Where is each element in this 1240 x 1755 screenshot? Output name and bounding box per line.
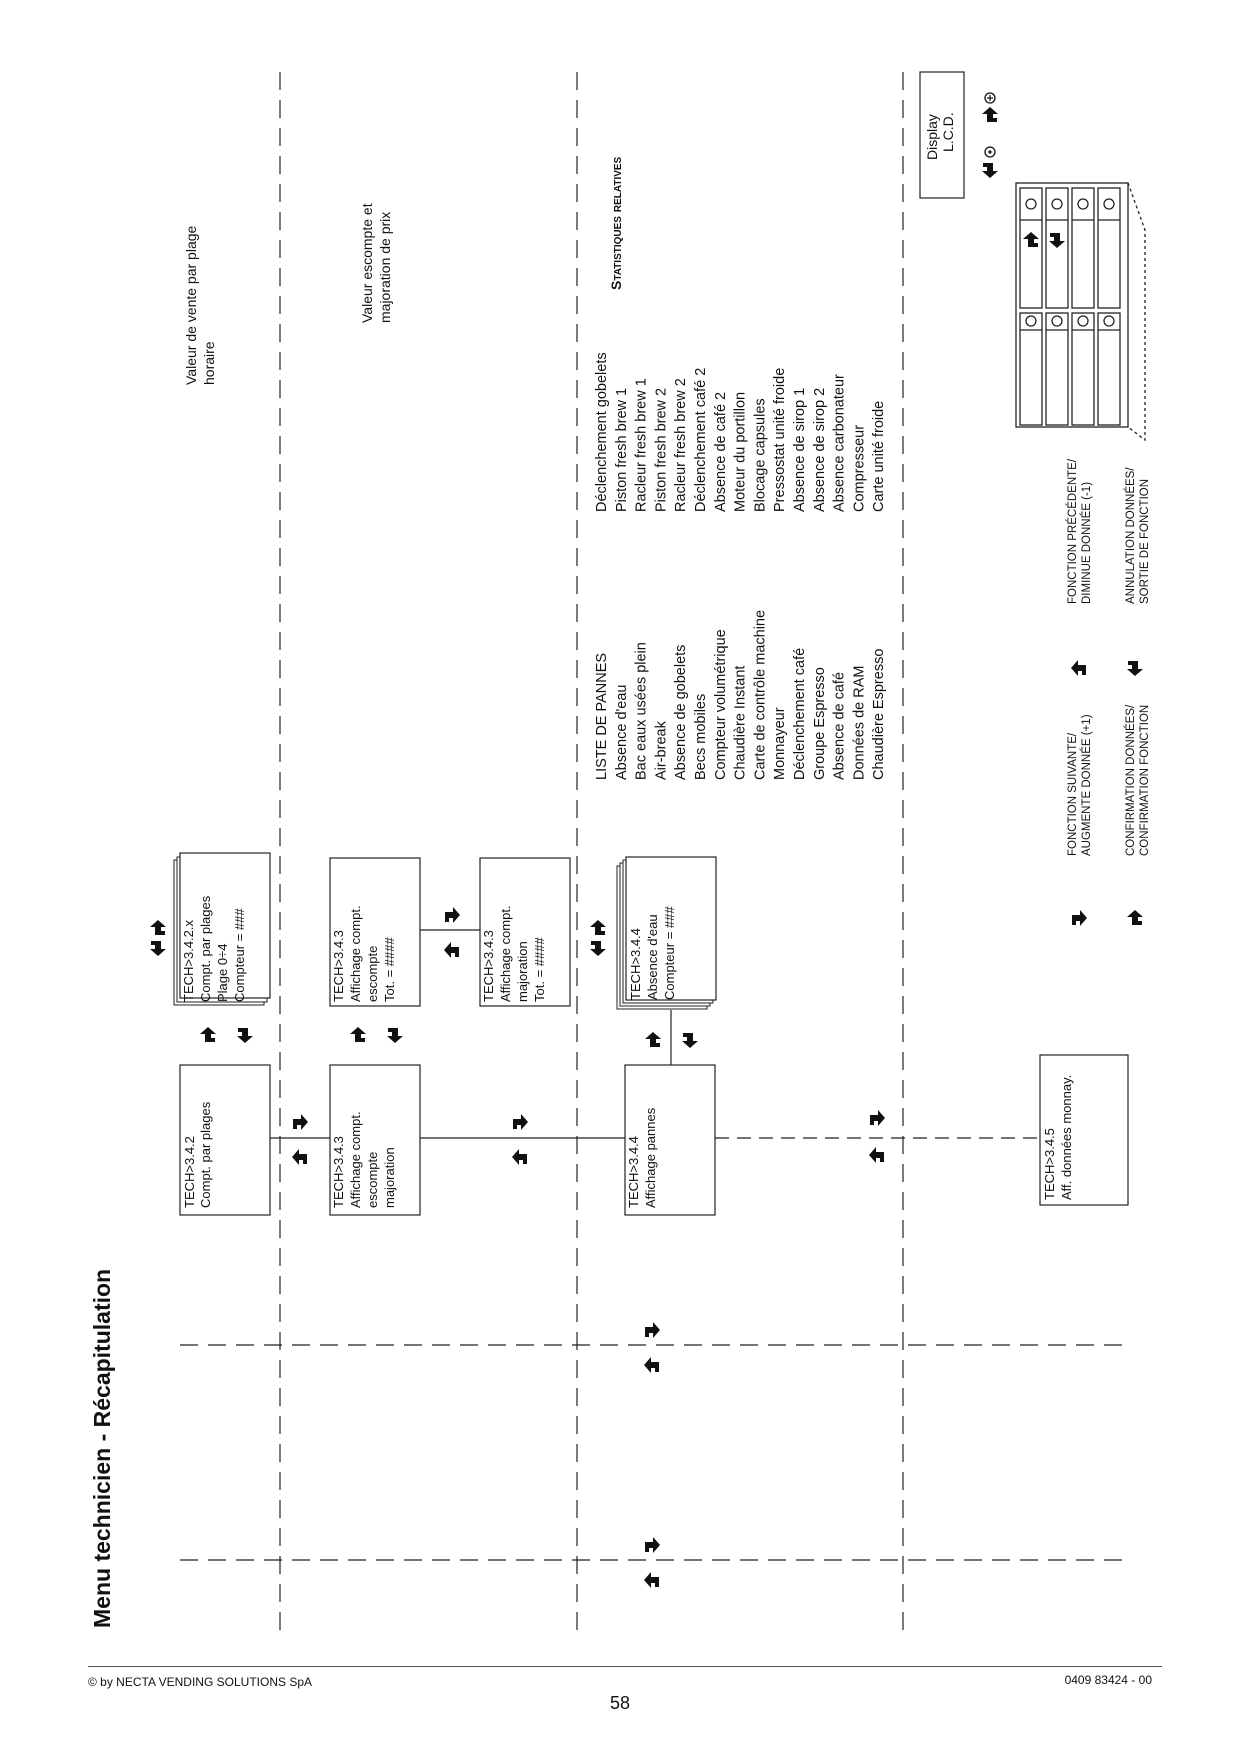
arrow-confirm-icon xyxy=(1127,910,1143,925)
footer-rule xyxy=(88,1666,1162,1667)
svg-text:CONFIRMATION DONNÉES/ CO: CONFIRMATION DONNÉES/ CONFIRMATION FONCTION xyxy=(1125,704,1151,856)
arrow-confirm-icon xyxy=(645,1032,661,1047)
panne-item: Absence carbonateur xyxy=(831,374,848,512)
svg-text:TECH>3.4.5 Aff. données: TECH>3.4.5 Aff. données monnay. xyxy=(1042,1074,1074,1200)
note-vente: Valeur de vente par plage horaire xyxy=(183,225,217,385)
arrow-right-icon xyxy=(645,1322,660,1338)
legend xyxy=(1066,456,1151,926)
arrow-right-icon xyxy=(293,1114,308,1130)
panne-item: Déclenchement café xyxy=(792,647,808,780)
arrow-left-icon xyxy=(644,1572,659,1588)
box-tech-343-escompte xyxy=(330,858,420,1006)
panne-item: Absence d'eau xyxy=(613,684,630,780)
arrow-left-icon xyxy=(869,1147,884,1163)
panne-item: Air-break xyxy=(653,721,670,780)
svg-text:TECH>3.4.2.x Compt. par: TECH>3.4.2.x Compt. par plages Plage 0÷4 Compteur = ### xyxy=(181,895,247,1002)
pannes-list-1 xyxy=(594,610,887,780)
panne-item: Chaudière Instant xyxy=(732,665,749,780)
box-tech-345 xyxy=(1040,1055,1128,1205)
panne-item: Déclenchement gobelets xyxy=(594,352,610,512)
arrow-cancel-icon xyxy=(237,1028,253,1043)
arrow-left-icon xyxy=(644,1357,659,1373)
panne-item: Piston fresh brew 2 xyxy=(653,387,670,512)
svg-text:TECH>3.4.4 Affichage pan: TECH>3.4.4 Affichage pannes xyxy=(626,1107,658,1208)
nav-arrows xyxy=(150,907,885,1588)
panne-item: Compresseur xyxy=(851,424,868,512)
panne-item: Chaudière Espresso xyxy=(871,648,888,780)
panne-item: Racleur fresh brew 1 xyxy=(633,378,650,512)
panne-item: Groupe Espresso xyxy=(811,667,828,780)
box-tech-342 xyxy=(180,1065,270,1215)
svg-text:Display L.C.D.: Display L.C.D. xyxy=(924,112,956,160)
arrow-cancel-icon xyxy=(387,1028,403,1043)
arrow-left-icon xyxy=(512,1149,527,1165)
arrow-confirm-icon xyxy=(1023,232,1039,247)
note-escompte: Valeur escompte et majoration de prix xyxy=(359,203,393,323)
arrow-right-icon xyxy=(513,1114,528,1130)
arrow-right-icon xyxy=(445,907,460,923)
page-title: Menu technicien - Récapitulation xyxy=(89,1268,115,1628)
arrow-cancel-icon xyxy=(150,941,166,956)
svg-text:TECH>3.4.3 Affichage com: TECH>3.4.3 Affichage compt. escompte Tot. = #### xyxy=(331,905,397,1002)
panne-item: Données de RAM xyxy=(851,665,868,780)
arrow-cancel-icon xyxy=(1127,661,1143,676)
keypad-panel xyxy=(1016,183,1145,440)
page-number: 58 xyxy=(609,1693,631,1713)
svg-text:TECH>3.4.3 Affichage com: TECH>3.4.3 Affichage compt. escompte majoration xyxy=(331,1111,397,1208)
svg-text:TECH>3.4.2 Compt. par pl: TECH>3.4.2 Compt. par plages xyxy=(182,1101,213,1208)
stats-title: Statistiques relatives xyxy=(608,156,624,290)
pannes-list-2 xyxy=(594,352,887,512)
arrow-confirm-icon xyxy=(350,1027,366,1042)
panne-item: Carte de contrôle machine xyxy=(752,609,769,780)
arrow-confirm-icon xyxy=(590,920,606,935)
arrow-left-icon xyxy=(292,1149,307,1165)
panne-item: Becs mobiles xyxy=(693,693,709,780)
arrow-right-icon xyxy=(1072,910,1087,926)
display-lcd xyxy=(920,72,998,198)
box-tech-342x xyxy=(174,853,270,1005)
svg-text:FONCTION SUIVANTE/ AUGME: FONCTION SUIVANTE/ AUGMENTE DONNÉE (+1) xyxy=(1067,714,1093,856)
svg-text:TECH>3.4.3 Affichage com: TECH>3.4.3 Affichage compt. majoration Tot. = #### xyxy=(481,905,547,1002)
panne-item: Déclenchement café 2 xyxy=(693,367,709,512)
panne-item: LISTE DE PANNES xyxy=(594,652,610,780)
arrow-cancel-icon xyxy=(682,1033,698,1048)
box-tech-344 xyxy=(625,1065,715,1215)
svg-text:ANNULATION DONNÉES/ SORT: ANNULATION DONNÉES/ SORTIE DE FONCTION xyxy=(1125,467,1151,604)
box-tech-343-main xyxy=(330,1065,420,1215)
panne-item: Monnayeur xyxy=(772,707,789,780)
doc-code: 0409 83424 - 00 xyxy=(1064,1673,1152,1687)
arrow-left-icon xyxy=(1071,660,1086,676)
panne-item: Racleur fresh brew 2 xyxy=(673,378,690,512)
panne-item: Moteur du portillon xyxy=(732,391,749,512)
arrow-cancel-icon xyxy=(590,941,606,956)
box-tech-343-majoration xyxy=(480,858,570,1006)
arrow-right-icon xyxy=(645,1537,660,1553)
panne-item: Absence de café xyxy=(831,671,848,780)
arrow-cancel-icon xyxy=(1049,233,1065,248)
arrow-confirm-icon xyxy=(200,1027,216,1042)
panne-item: Absence de sirop 1 xyxy=(792,387,808,512)
panne-item: Compteur volumétrique xyxy=(712,629,729,780)
panne-item: Blocage capsules xyxy=(752,398,769,512)
panne-item: Pressostat unité froide xyxy=(772,367,789,512)
arrow-confirm-icon xyxy=(982,107,998,122)
dashed-separators xyxy=(180,72,1130,1630)
panne-item: Absence de sirop 2 xyxy=(811,387,828,512)
svg-text:FONCTION PRÉCÉDENTE/ DIM: FONCTION PRÉCÉDENTE/ DIMINUE DONNÉE (-1) xyxy=(1067,458,1093,604)
arrow-cancel-icon xyxy=(982,163,998,178)
panne-item: Carte unité froide xyxy=(871,400,888,512)
panne-item: Absence de café 2 xyxy=(712,391,729,512)
panne-item: Bac eaux usées plein xyxy=(633,642,650,780)
panne-item: Piston fresh brew 1 xyxy=(613,387,630,512)
arrow-left-icon xyxy=(444,942,459,958)
svg-text:TECH>3.4.4 Absence d'eau: TECH>3.4.4 Absence d'eau Compteur = ### xyxy=(628,906,677,1000)
arrow-confirm-icon xyxy=(150,920,166,935)
box-tech-344x xyxy=(617,857,716,1009)
arrow-right-icon xyxy=(870,1110,885,1126)
panne-item: Absence de gobelets xyxy=(673,644,690,780)
copyright: © by NECTA VENDING SOLUTIONS SpA xyxy=(88,1675,313,1689)
